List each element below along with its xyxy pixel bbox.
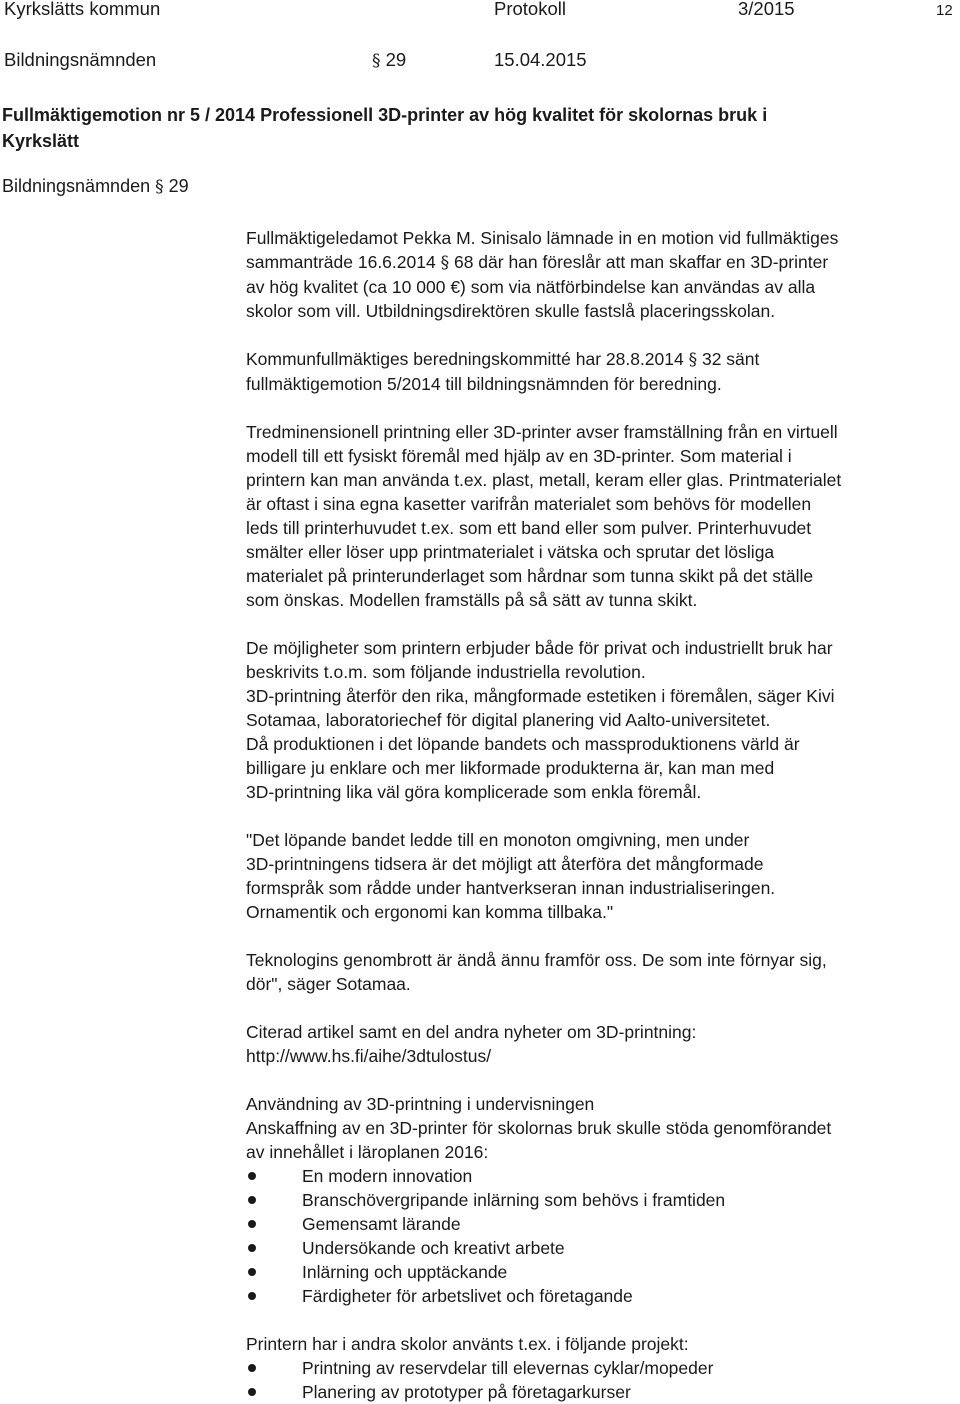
list-item [246, 1212, 960, 1236]
text-line: 68 där han föreslår att man skaffar en 3D-printer [453, 252, 829, 272]
header-section [372, 49, 406, 71]
text-line: dör", säger Sotamaa. [246, 974, 411, 994]
text-line: Teknologins genombrott är ändå ännu framför oss. De som inte förnyar sig, [246, 950, 827, 970]
section-reference [2, 176, 189, 197]
text-line: leds till printerhuvudet t.ex. som ett band eller som pulver. Printerhuvudet [246, 518, 812, 538]
body-text [246, 226, 960, 1404]
section-mark: § [440, 253, 450, 273]
paragraph-motion [246, 226, 960, 323]
ref-board: Bildningsnämnden [2, 176, 151, 196]
text-line: Fullmäktigeledamot Pekka M. Sinisalo lämnade in en motion vid fullmäktiges [246, 228, 839, 248]
header-board: Bildningsnämnden [4, 49, 157, 70]
bullet-icon [248, 1172, 256, 1180]
paragraph-citation [246, 1020, 960, 1068]
header-municipality: Kyrkslätts kommun [4, 0, 161, 19]
text-line: 3D-printning återför den rika, mångformade estetiken i föremålen, säger Kivi [246, 686, 835, 706]
header-section-number: 29 [385, 49, 407, 70]
list-item [246, 1260, 960, 1284]
text-line: "Det löpande bandet ledde till en monoton omgivning, men under [246, 830, 750, 850]
list-item [246, 1380, 960, 1404]
header-date: 15.04.2015 [494, 49, 587, 70]
list-item-text: Färdigheter för arbetslivet och företagande [302, 1286, 633, 1306]
curriculum-bullet-list [246, 1164, 960, 1308]
list-item-text: Branschövergripande inlärning som behövs i framtiden [302, 1190, 726, 1210]
text-line: De möjligheter som printern erbjuder både för privat och industriellt bruk har [246, 638, 833, 658]
euro-sign: € [450, 277, 461, 297]
list-item [246, 1356, 960, 1380]
text-line: Citerad artikel samt en del andra nyheter om 3D-printning: [246, 1022, 697, 1042]
list-item-text: Inlärning och upptäckande [302, 1262, 508, 1282]
list-item [246, 1188, 960, 1212]
text-line: Kommunfullmäktiges beredningskommitté har 28.8.2014 [246, 349, 684, 369]
text-line: Ornamentik och ergonomi kan komma tillbaka." [246, 902, 614, 922]
citation-url: http://www.hs.fi/aihe/3dtulostus/ [246, 1046, 492, 1066]
bullet-icon [248, 1388, 256, 1396]
list-item-text: Planering av prototyper på företagarkurser [302, 1382, 631, 1402]
text-line: av hög kvalitet (ca 10 000 [246, 277, 446, 297]
text-line: printern kan man använda t.ex. plast, metall, keram eller glas. Printmaterialet [246, 470, 842, 490]
text-line: billigare ju enklare och mer likformade produkterna är, kan man med [246, 758, 775, 778]
text-line: materialet på printerunderlaget som hårdnar som tunna skikt på det ställe [246, 566, 814, 586]
text-line: beskrivits t.o.m. som följande industriella revolution. [246, 662, 646, 682]
list-item [246, 1164, 960, 1188]
header-doc-number: 3/2015 [738, 0, 795, 19]
bullet-icon [248, 1220, 256, 1228]
section-mark: § [372, 51, 381, 71]
text-line: sammanträde 16.6.2014 [246, 252, 436, 272]
text-line: 32 sänt [701, 349, 760, 369]
list-item-text: En modern innovation [302, 1166, 473, 1186]
section-mark: § [688, 350, 698, 370]
text-line: skolor som vill. Utbildningsdirektören skulle fastslå placeringsskolan. [246, 301, 776, 321]
page-title-line-1: Fullmäktigemotion nr 5 / 2014 Professionell 3D-printer av hög kvalitet för skolornas bruk i [2, 105, 768, 125]
text-line: Tredminensionell printning eller 3D-printer avser framställning från en virtuell [246, 422, 838, 442]
bullet-icon [248, 1244, 256, 1252]
section-mark: § [155, 177, 164, 197]
bullet-icon [248, 1292, 256, 1300]
paragraph-3d-printing-definition [246, 420, 960, 612]
text-line: Användning av 3D-printning i undervisningen [246, 1094, 595, 1114]
bullet-icon [248, 1364, 256, 1372]
text-line: är oftast i sina egna kasetter varifrån materialet som behövs för modellen [246, 494, 812, 514]
text-line: formspråk som rådde under hantverkseran innan industrialiseringen. [246, 878, 776, 898]
list-item-text: Undersökande och kreativt arbete [302, 1238, 565, 1258]
text-line: fullmäktigemotion 5/2014 till bildningsnämnden för beredning. [246, 374, 722, 394]
text-line: Sotamaa, laboratoriechef för digital planering vid Aalto-universitetet. [246, 710, 771, 730]
bullet-icon [248, 1268, 256, 1276]
ref-number: 29 [168, 176, 189, 196]
list-item [246, 1236, 960, 1260]
text-line: som önskas. Modellen framställs på så sätt av tunna skikt. [246, 590, 698, 610]
text-line: Då produktionen i det löpande bandets och massproduktionens värld är [246, 734, 800, 754]
text-line: smälter eller löser upp printmaterialet i vätska och sprutar det lösliga [246, 542, 775, 562]
bullet-icon [248, 1196, 256, 1204]
text-line: modell till ett fysiskt föremål med hjälp av en 3D-printer. Som material i [246, 446, 792, 466]
list-item [246, 1284, 960, 1308]
text-line: av innehållet i läroplanen 2016: [246, 1142, 489, 1162]
text-line: 3D-printning lika väl göra komplicerade som enkla föremål. [246, 782, 702, 802]
list-item-text: Printning av reservdelar till elevernas cyklar/mopeder [302, 1358, 714, 1378]
text-line: Anskaffning av en 3D-printer för skolornas bruk skulle stöda genomförandet [246, 1118, 832, 1138]
paragraph-projects: Printern har i andra skolor använts t.ex. i följande projekt: [246, 1334, 689, 1354]
header-page-number: 12 [936, 2, 953, 19]
page-title-line-2: Kyrkslätt [2, 131, 80, 151]
paragraph-breakthrough [246, 948, 960, 996]
text-line: 3D-printningens tidsera är det möjligt att återföra det mångformade [246, 854, 764, 874]
text-line: ) som via nätförbindelse kan användas av alla [460, 277, 816, 297]
list-item-text: Gemensamt lärande [302, 1214, 461, 1234]
paragraph-teaching-use [246, 1092, 960, 1164]
paragraph-possibilities [246, 636, 960, 804]
header-doc-type: Protokoll [494, 0, 566, 19]
paragraph-committee [246, 347, 960, 396]
paragraph-quote [246, 828, 960, 924]
